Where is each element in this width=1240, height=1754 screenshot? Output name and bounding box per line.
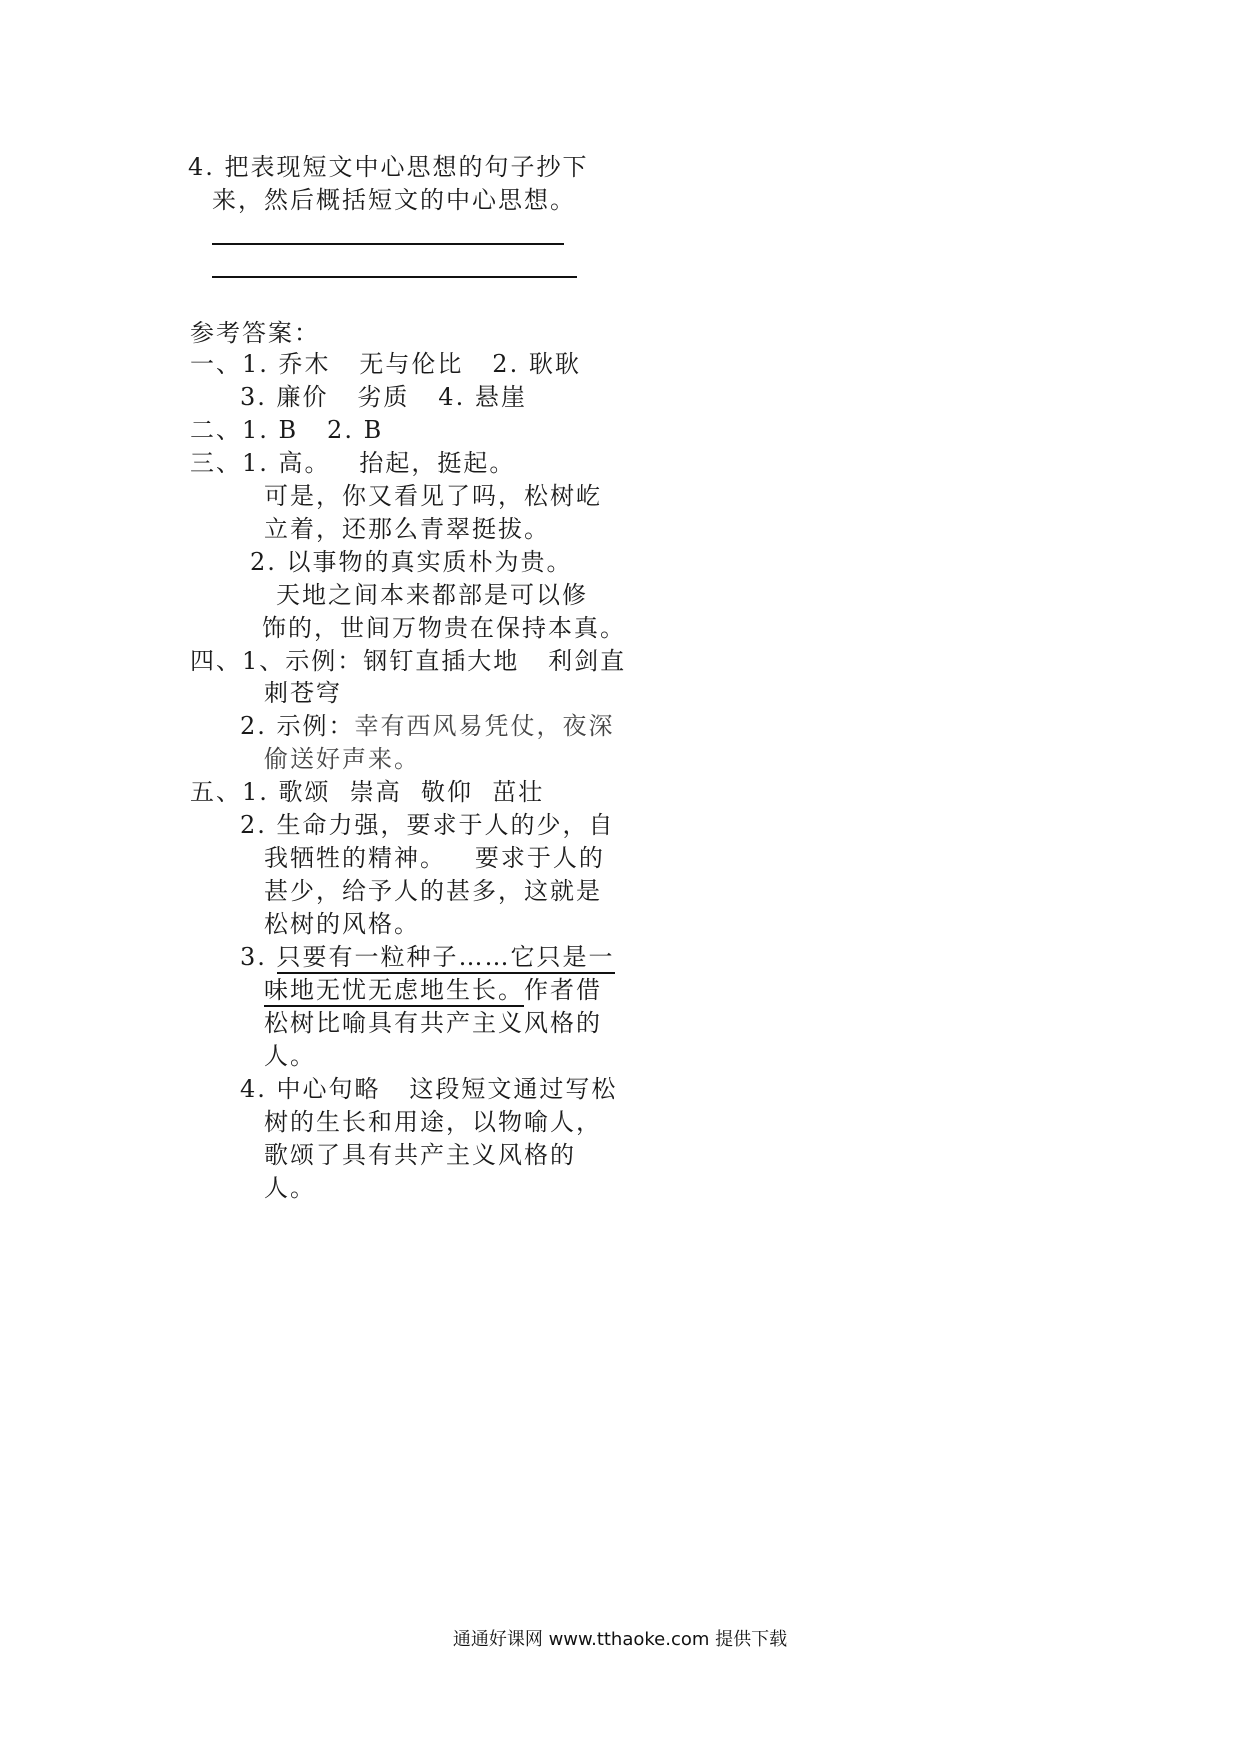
page-footer: 通通好课网 www.tthaoke.com 提供下载 xyxy=(452,1629,788,1650)
question-4-line-1: 4. 把表现短文中心思想的句子抄下 xyxy=(188,153,589,181)
answer-blank-line-2 xyxy=(212,276,577,278)
answer-section-3-line-3: 立着，还那么青翠挺拔。 xyxy=(264,515,550,543)
underlined-quote-part-1: 只要有一粒种子……它只是一 xyxy=(277,943,615,974)
answer-section-3-line-5: 天地之间本来都部是可以修 xyxy=(276,581,588,609)
underlined-quote-part-2: 味地无忧无虑地生长。 xyxy=(264,976,524,1007)
answer-section-5-line-1: 五、1. 歌颂 崇高 敬仰 茁壮 xyxy=(190,778,545,806)
answer-section-5-line-5: 松树的风格。 xyxy=(264,910,420,938)
answer-section-3-line-6: 饰的，世间万物贵在保持本真。 xyxy=(262,614,626,642)
answer-section-5-line-11: 树的生长和用途，以物喻人， xyxy=(264,1108,602,1136)
example-label: 2. 示例： xyxy=(240,712,355,740)
answer-section-5-line-9: 人。 xyxy=(264,1042,316,1070)
answers-heading: 参考答案： xyxy=(190,319,320,347)
answer-section-5-line-8: 松树比喻具有共产主义风格的 xyxy=(264,1009,602,1037)
answer-section-3-line-2: 可是，你又看见了吗，松树屹 xyxy=(264,482,602,510)
answer-section-5-line-7 xyxy=(264,975,602,1005)
answer-section-1-line-1: 一、1. 乔木 无与伦比 2. 耿耿 xyxy=(190,350,581,378)
answer-section-5-line-2: 2. 生命力强，要求于人的少，自 xyxy=(240,811,615,839)
question-4-line-2: 来，然后概括短文的中心思想。 xyxy=(212,186,576,214)
answer-section-4-line-3 xyxy=(240,711,615,741)
answer-section-4-line-4: 偷送好声来。 xyxy=(264,745,420,773)
answer-section-4-line-2: 刺苍穹 xyxy=(264,679,342,707)
answer-section-5-line-10: 4. 中心句略 这段短文通过写松 xyxy=(240,1075,618,1103)
line-7-rest: 作者借 xyxy=(524,976,602,1004)
example-text: 幸有西风易凭仗，夜深 xyxy=(354,712,615,740)
answer-section-3-line-1: 三、1. 高。 抬起，挺起。 xyxy=(190,449,516,477)
answer-section-4-line-1: 四、1、示例：钢钉直插大地 利剑直 xyxy=(190,647,627,675)
answer-section-5-line-3: 我牺牲的精神。 要求于人的 xyxy=(264,844,605,872)
answer-section-5-line-12: 歌颂了具有共产主义风格的 xyxy=(264,1141,576,1169)
answer-section-5-line-13: 人。 xyxy=(264,1174,316,1202)
answer-section-5-line-4: 甚少，给予人的甚多，这就是 xyxy=(264,877,602,905)
answer-section-2: 二、1. B 2. B xyxy=(190,416,384,444)
answer-section-3-line-4: 2. 以事物的真实质朴为贵。 xyxy=(250,548,573,576)
item-number: 3. xyxy=(240,943,277,971)
answer-blank-line-1 xyxy=(212,243,564,245)
answer-section-5-line-6 xyxy=(240,942,615,972)
answer-section-1-line-2: 3. 廉价 劣质 4. 悬崖 xyxy=(240,383,527,411)
